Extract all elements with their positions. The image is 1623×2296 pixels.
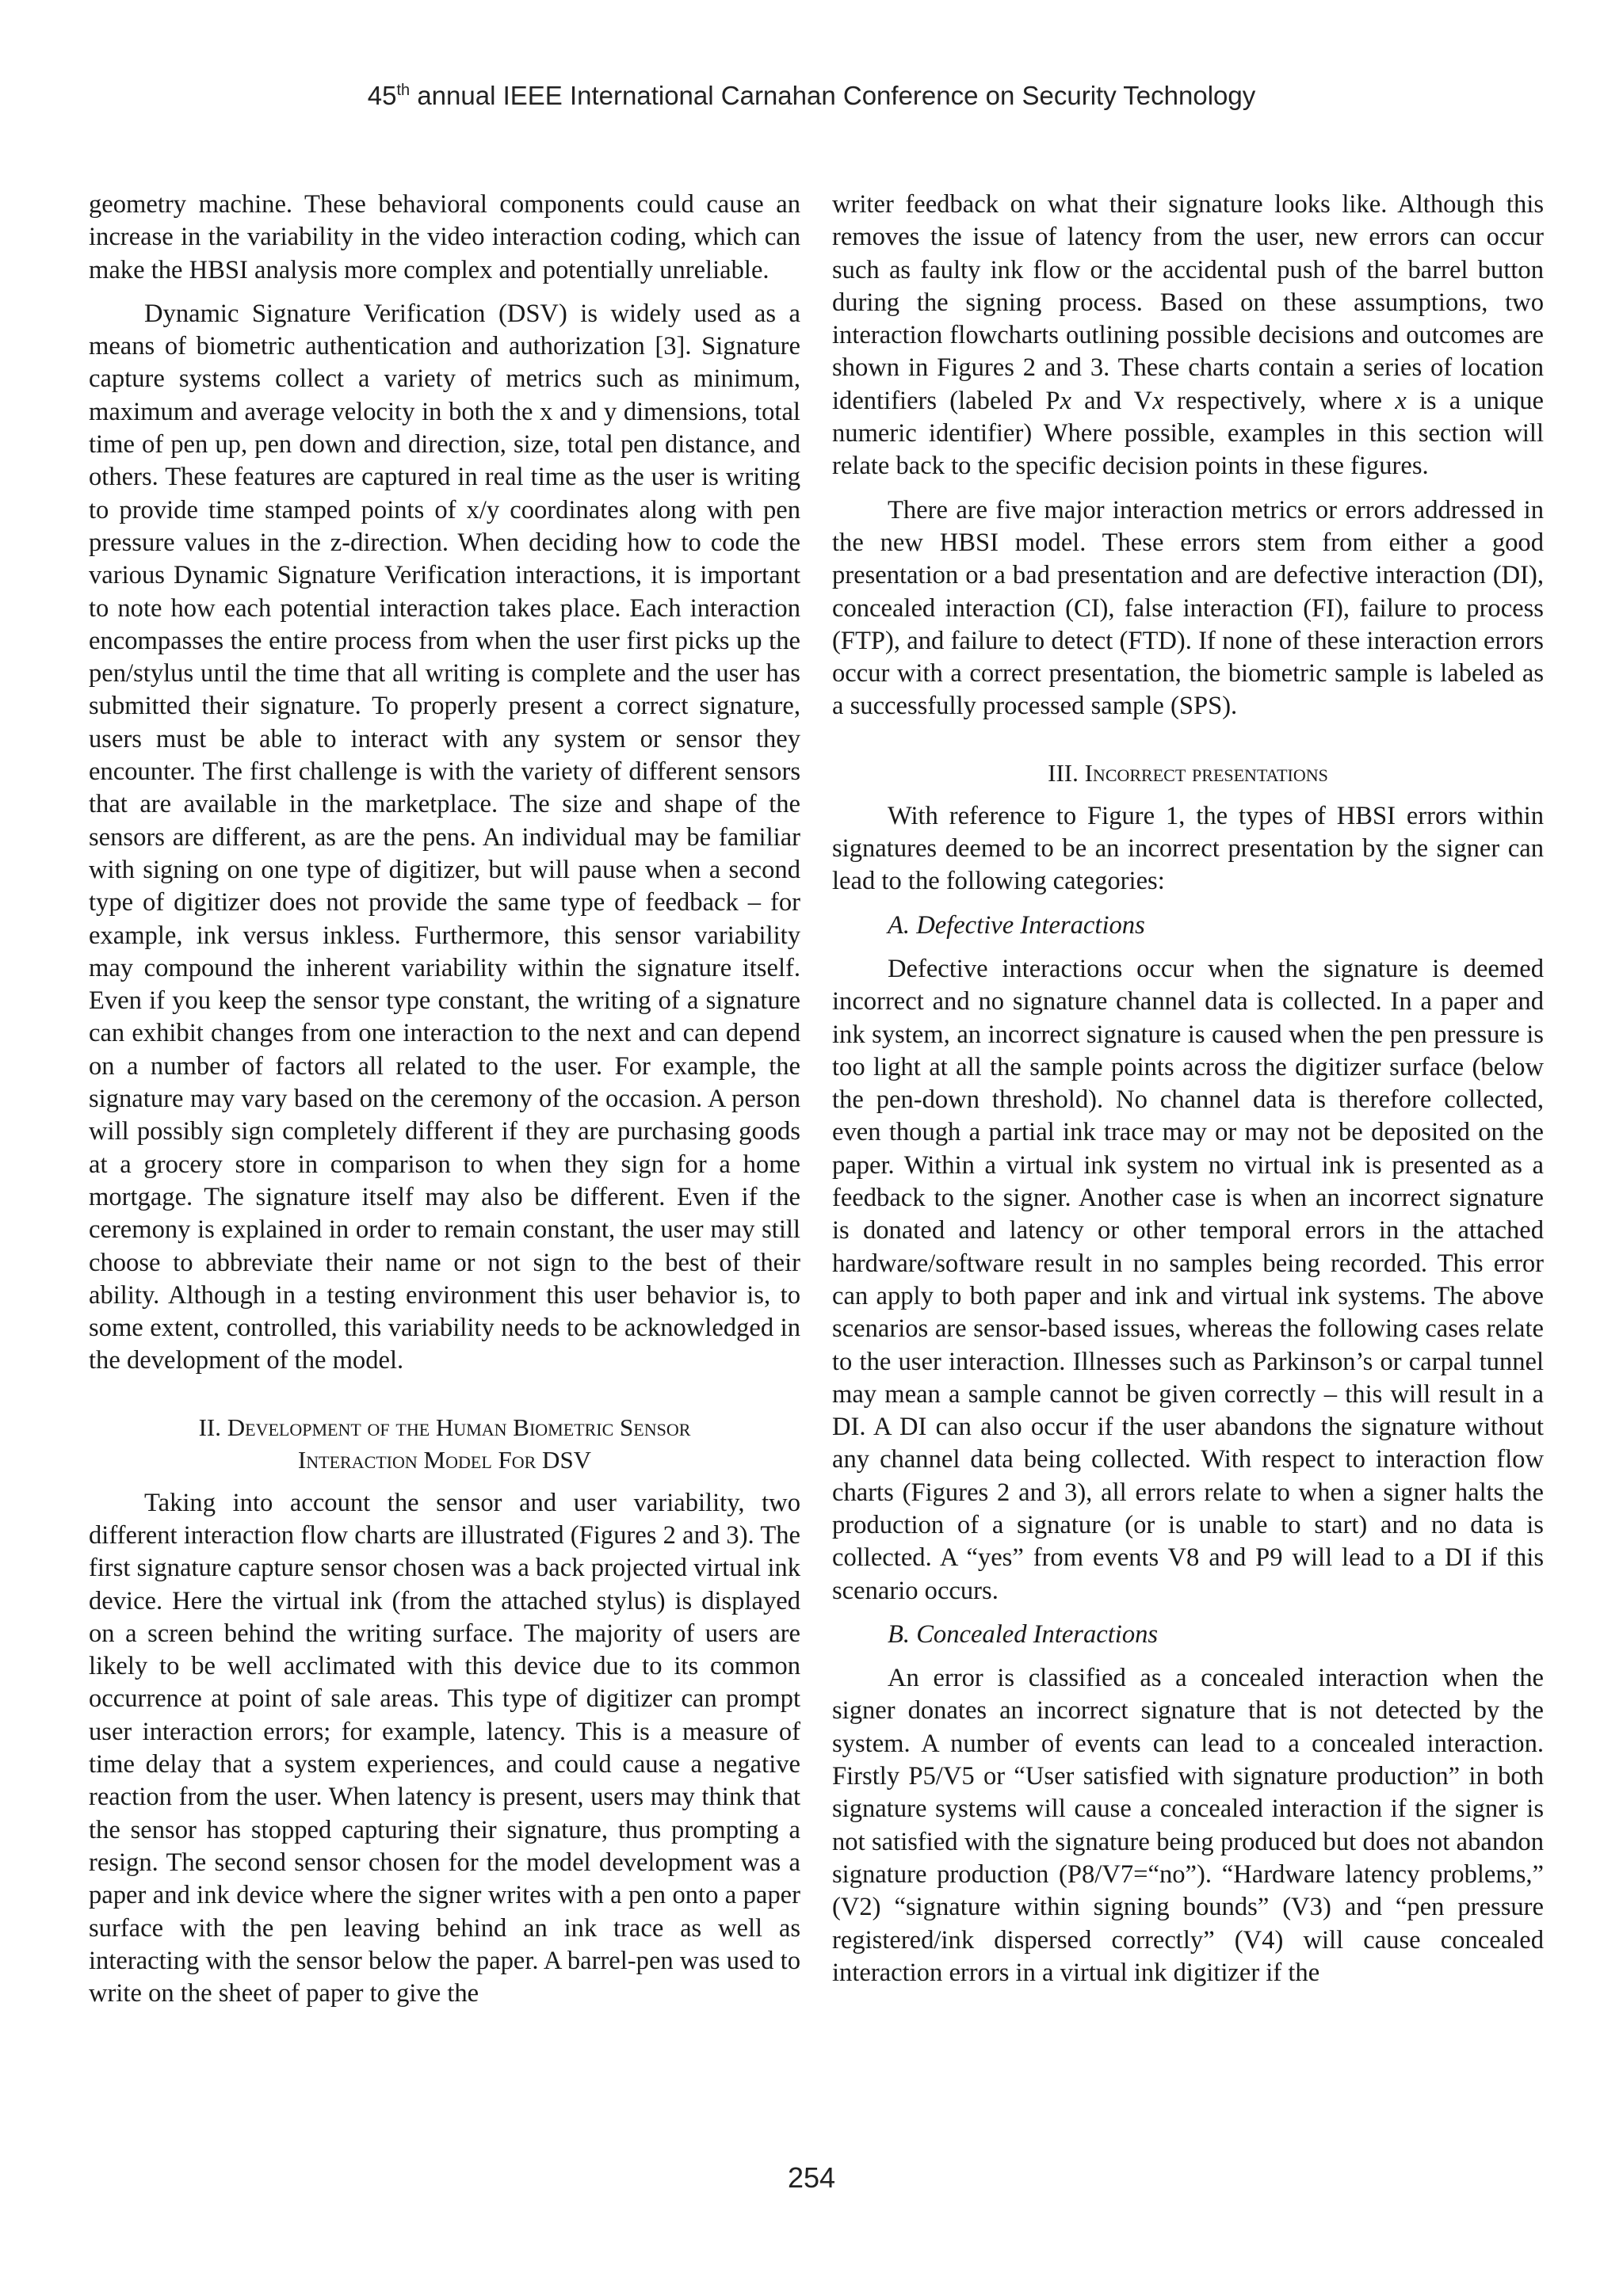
right-p1-b: and V — [1071, 386, 1153, 415]
right-p1-c: respectively, where — [1163, 386, 1396, 415]
section-heading-ii — [89, 1411, 800, 1476]
subsection-heading-a: A. Defective Interactions — [888, 910, 1145, 940]
header-conference-name: annual IEEE International Carnahan Conference on Security Technology — [410, 81, 1256, 110]
section-heading-ii-line1: II. Development of the Human Biometric Sensor — [198, 1413, 691, 1441]
right-column — [832, 189, 1544, 2000]
section-heading-iii: III. Incorrect presentations — [1048, 758, 1328, 787]
left-paragraph-1: geometry machine. These behavioral components could cause an increase in the variability in the video interaction coding, which can make the HBSI analysis more complex and potentially unreliable. — [89, 190, 800, 284]
right-paragraph-metrics: There are five major interaction metrics or errors addressed in the new HBSI model. These errors stem from either a good presentation or a bad presentation and are defective interaction (DI), concealed interaction (CI), false interaction (FI), failure to process (FTP), and failure to detect (FTD). If none of these interaction errors occur with a correct presentation, the biometric sample is labeled as a successfully processed sample (SPS). — [832, 495, 1544, 721]
header-ordinal-suffix: th — [396, 82, 411, 99]
right-paragraph-concealed: An error is classified as a concealed interaction when the signer donates an incorrect signature that is not detected by the system. A number of events can lead to a concealed interaction. Firstly P5/V5 or “User satisfied with signature production” in both signature systems will cause a concealed interaction if the signer is not satisfied with the signature being produced but does not abandon signature production (P8/V7=“no”). “Hardware latency problems,” (V2) “signature within signing bounds” (V3) and “pen pressure registered/ink dispersed correctly” (V4) will cause concealed interaction errors in a virtual ink digitizer if the — [832, 1664, 1544, 1987]
right-p1-var-1: x — [1060, 386, 1071, 415]
subsection-heading-b: B. Concealed Interactions — [888, 1619, 1159, 1649]
left-paragraph-dsv: Dynamic Signature Verification (DSV) is widely used as a means of biometric authentication and authorization [3]. Signature capture systems collect a variety of metrics such as minimum, maximum and average velocity in both the x and y dimensions, total time of pen up, pen down and direction, size, total pen distance, and others. These features are captured in real time as the user is writing to provide time stamped points of x/y coordinates along with pen pressure values in the z-direction. When deciding how to code the various Dynamic Signature Verification interactions, it is important to note how each potential interaction takes place. Each interaction encompasses the entire process from when the user first picks up the pen/stylus until the time that all writing is complete and the user has submitted their signature. To properly present a correct signature, users must be able to interact with any system or sensor they encounter. The first challenge is with the variety of different sensors that are available in the marketplace. The size and shape of the sensors are different, as are the pens. An individual may be familiar with signing on one type of digitizer, but will pause when a second type of digitizer does not provide the same type of feedback – for example, ink versus inkless. Furthermore, this sensor variability may compound the inherent variability within the signature itself. Even if you keep the sensor type constant, the writing of a signature can exhibit changes from one interaction to the next and can depend on a number of factors all related to the user. For example, the signature may vary based on the ceremony of the occasion. A person will possibly sign completely different if they are purchasing goods at a grocery store in comparison to when they sign for a home mortgage. The signature itself may also be different. Even if the ceremony is explained in order to remain constant, the user may still choose to abbreviate their name or not sign to the best of their ability. Although in a testing environment this user behavior is, to some extent, controlled, this variability needs to be acknowledged in the development of the model. — [89, 299, 800, 1375]
right-paragraph-reference: With reference to Figure 1, the types of HBSI errors within signatures deemed to be an incorrect presentation by the signer can lead to the following categories: — [832, 801, 1544, 896]
left-column — [89, 189, 800, 2021]
right-p1-a: writer feedback on what their signature looks like. Although this removes the issue of latency from the user, new errors can occur such as faulty ink flow or the accidental push of the barrel button during the signing process. Based on these assumptions, two interaction flowcharts outlining possible decisions and outcomes are shown in Figures 2 and 3. These charts contain a series of location identifiers (labeled P — [832, 190, 1544, 415]
right-p1-var-2: x — [1152, 386, 1164, 415]
running-header — [0, 81, 1623, 111]
right-p1-d: is a unique numeric identifier) Where possible, examples in this section will relate back to the specific decision points in these figures. — [832, 386, 1545, 481]
right-p1-var-3: x — [1395, 386, 1407, 415]
right-paragraph-defective: Defective interactions occur when the signature is deemed incorrect and no signature channel data is collected. In a paper and ink system, an incorrect signature is caused when the pen pressure is too light at all the sample points across the digitizer surface (below the pen-down threshold). No channel data is therefore collected, even though a partial ink trace may or may not be deposited on the paper. Within a virtual ink system no virtual ink is presented as a feedback to the signer. Another case is when an incorrect signature is donated and latency or other temporal errors in the attached hardware/software result in no samples being recorded. This error can apply to both paper and ink and virtual ink systems. The above scenarios are sensor-based issues, whereas the following cases relate to the user interaction. Illnesses such as Parkinson’s or carpal tunnel may mean a sample cannot be given correctly – this will result in a DI. A DI can also occur if the user abandons the signature without any channel data being collected. With respect to interaction flow charts (Figures 2 and 3), all errors relate to when a signer halts the production of a signature (or is unable to start) and no data is collected. A “yes” from events V8 and P9 will lead to a DI if this scenario occurs. — [832, 954, 1544, 1605]
section-heading-ii-line2: Interaction Model For DSV — [297, 1445, 592, 1474]
right-paragraph-1 — [832, 189, 1544, 483]
left-paragraph-flowcharts: Taking into account the sensor and user variability, two different interaction flow charts are illustrated (Figures 2 and 3). The first signature capture sensor chosen was a back projected virtual ink device. Here the virtual ink (from the attached stylus) is displayed on a screen behind the writing surface. The majority of users are likely to be well acclimated with this device due to its common occurrence at point of sale areas. This type of digitizer can prompt user interaction errors; for example, latency. This is a measure of time delay that a system experiences, and could cause a negative reaction from the user. When latency is present, users may think that the sensor has stopped capturing their signature, thus prompting a resign. The second sensor chosen for the model development was a paper and ink device where the signer writes with a pen onto a paper surface with the pen leaving behind an ink trace as well as interacting with the sensor below the paper. A barrel-pen was used to write on the sheet of paper to give the — [89, 1488, 800, 2008]
page-number: 254 — [787, 2161, 836, 2194]
header-ordinal: 45 — [367, 81, 397, 110]
